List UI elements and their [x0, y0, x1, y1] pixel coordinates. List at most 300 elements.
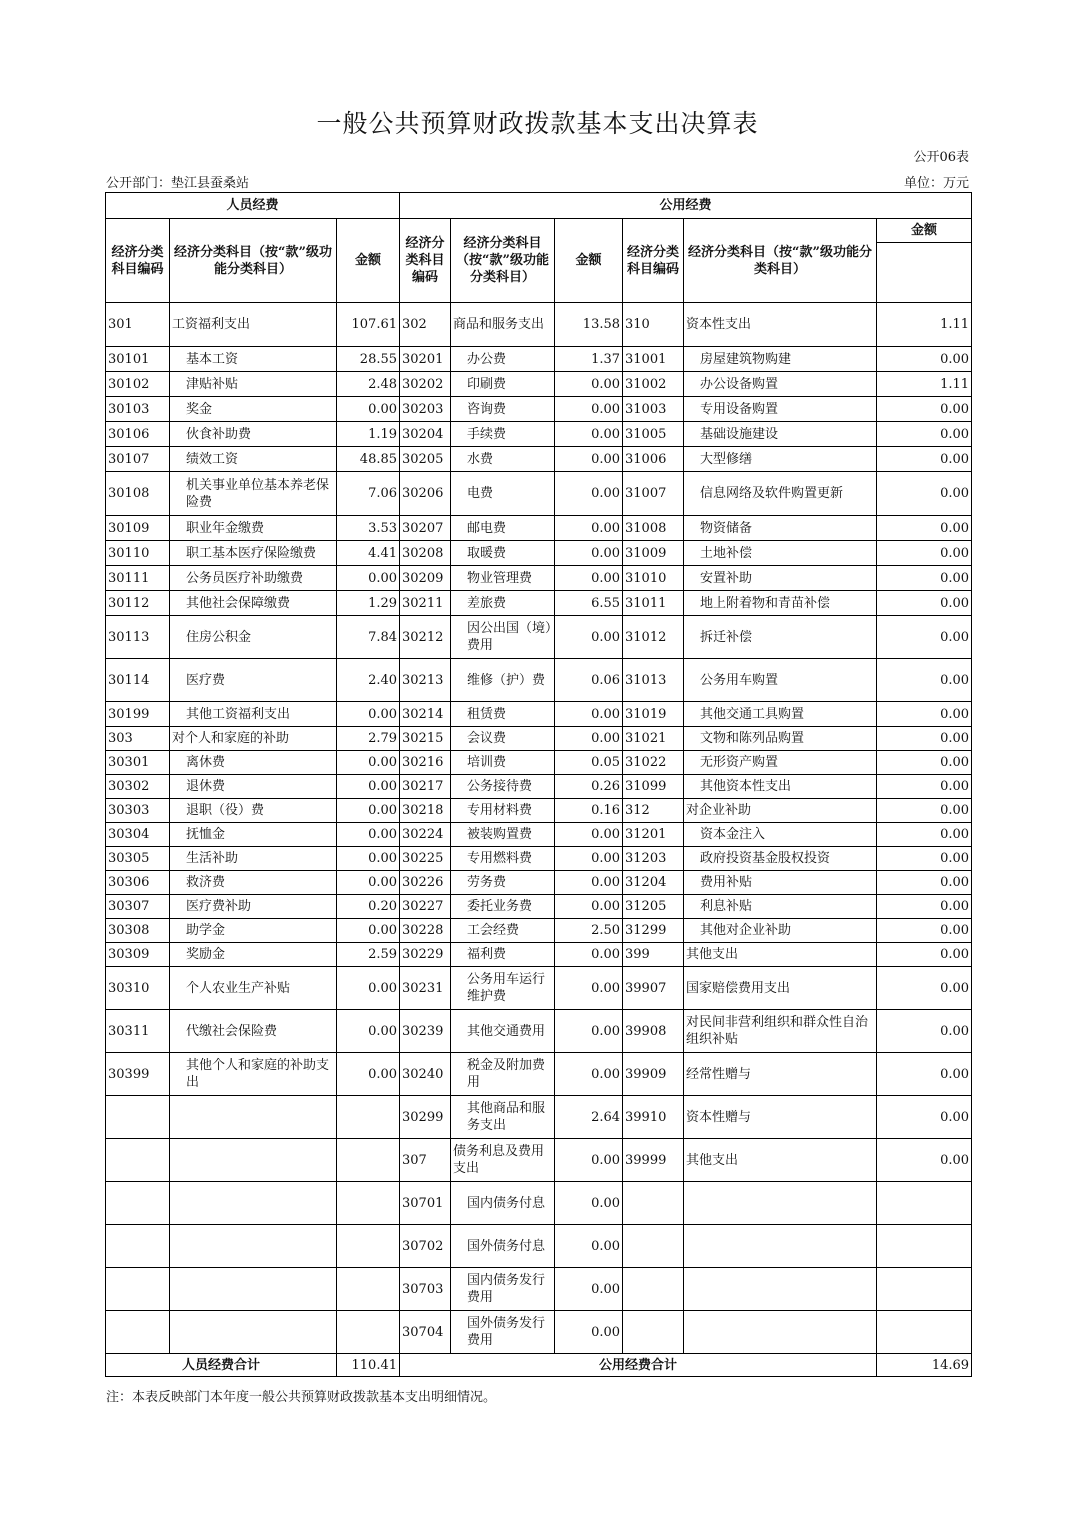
name-cell: 职业年金缴费 — [170, 516, 337, 541]
name-cell — [170, 1268, 337, 1311]
code-cell: 30399 — [106, 1053, 170, 1096]
amount-cell: 0.00 — [337, 702, 400, 727]
amount-cell: 0.00 — [877, 847, 972, 871]
amount-cell: 0.00 — [555, 566, 623, 591]
amount-cell: 0.00 — [555, 422, 623, 447]
code-cell: 30206 — [400, 472, 451, 516]
name-cell: 被装购置费 — [451, 823, 555, 847]
name-cell: 职工基本医疗保险缴费 — [170, 541, 337, 566]
amount-cell: 0.00 — [337, 566, 400, 591]
name-cell: 个人农业生产补贴 — [170, 967, 337, 1010]
code-cell: 30212 — [400, 616, 451, 659]
name-cell: 邮电费 — [451, 516, 555, 541]
code-cell: 30113 — [106, 616, 170, 659]
amount-cell: 0.00 — [555, 702, 623, 727]
name-cell: 专用材料费 — [451, 799, 555, 823]
amount-cell: 0.00 — [337, 919, 400, 943]
amount-cell — [337, 1225, 400, 1268]
name-cell: 助学金 — [170, 919, 337, 943]
code-cell: 30109 — [106, 516, 170, 541]
code-cell: 30311 — [106, 1010, 170, 1053]
amount-cell: 0.00 — [877, 1139, 972, 1182]
name-cell: 公务用车运行维护费 — [451, 967, 555, 1010]
col-name-personnel: 经济分类科目（按“款”级功能分类科目） — [170, 219, 337, 303]
code-cell: 30703 — [400, 1268, 451, 1311]
name-cell — [684, 1225, 877, 1268]
name-cell: 其他交通工具购置 — [684, 702, 877, 727]
amount-cell: 0.00 — [877, 727, 972, 751]
amount-cell: 6.55 — [555, 591, 623, 616]
code-cell: 30240 — [400, 1053, 451, 1096]
amount-cell: 0.00 — [877, 472, 972, 516]
amount-cell: 0.05 — [555, 751, 623, 775]
col-name-capital: 经济分类科目（按“款”级功能分类科目） — [684, 219, 877, 303]
name-cell: 生活补助 — [170, 847, 337, 871]
code-cell — [623, 1268, 684, 1311]
table-row — [106, 727, 972, 751]
table-row — [106, 799, 972, 823]
name-cell: 信息网络及软件购置更新 — [684, 472, 877, 516]
name-cell — [170, 1225, 337, 1268]
code-cell: 399 — [623, 943, 684, 967]
name-cell: 取暖费 — [451, 541, 555, 566]
amount-cell: 7.06 — [337, 472, 400, 516]
page-title: 一般公共预算财政拨款基本支出决算表 — [316, 109, 759, 138]
name-cell: 其他交通费用 — [451, 1010, 555, 1053]
table-row — [106, 659, 972, 702]
name-cell: 商品和服务支出 — [451, 303, 555, 347]
code-cell: 303 — [106, 727, 170, 751]
name-cell: 专用设备购置 — [684, 397, 877, 422]
code-cell: 31011 — [623, 591, 684, 616]
amount-cell: 0.00 — [877, 516, 972, 541]
code-cell: 302 — [400, 303, 451, 347]
code-cell: 31008 — [623, 516, 684, 541]
code-cell: 30111 — [106, 566, 170, 591]
code-cell: 30203 — [400, 397, 451, 422]
code-cell: 30202 — [400, 372, 451, 397]
amount-cell: 0.00 — [555, 1053, 623, 1096]
amount-cell: 0.00 — [337, 823, 400, 847]
amount-cell: 1.19 — [337, 422, 400, 447]
name-cell: 劳务费 — [451, 871, 555, 895]
amount-cell — [877, 1225, 972, 1268]
code-cell: 30208 — [400, 541, 451, 566]
name-cell: 退职（役）费 — [170, 799, 337, 823]
personnel-total-label: 人员经费合计 — [106, 1354, 337, 1377]
table-row — [106, 871, 972, 895]
amount-cell: 0.00 — [877, 397, 972, 422]
amount-cell: 0.00 — [555, 967, 623, 1010]
amount-cell: 0.00 — [555, 1010, 623, 1053]
col-code-personnel: 经济分类科目编码 — [106, 219, 170, 303]
amount-cell: 0.00 — [877, 1053, 972, 1096]
name-cell — [170, 1311, 337, 1354]
code-cell: 30205 — [400, 447, 451, 472]
name-cell — [684, 1311, 877, 1354]
name-cell: 水费 — [451, 447, 555, 472]
code-cell: 30307 — [106, 895, 170, 919]
name-cell: 费用补贴 — [684, 871, 877, 895]
code-cell: 30704 — [400, 1311, 451, 1354]
code-cell: 30701 — [400, 1182, 451, 1225]
code-cell: 31299 — [623, 919, 684, 943]
amount-cell: 7.84 — [337, 616, 400, 659]
amount-cell: 0.00 — [877, 447, 972, 472]
amount-cell: 0.16 — [555, 799, 623, 823]
code-cell: 31204 — [623, 871, 684, 895]
col-name-public: 经济分类科目（按“款”级功能分类科目） — [451, 219, 555, 303]
name-cell: 代缴社会保险费 — [170, 1010, 337, 1053]
amount-cell: 2.59 — [337, 943, 400, 967]
name-cell: 委托业务费 — [451, 895, 555, 919]
amount-cell — [337, 1182, 400, 1225]
name-cell: 公务用车购置 — [684, 659, 877, 702]
code-cell: 31007 — [623, 472, 684, 516]
amount-cell — [877, 1268, 972, 1311]
amount-cell: 0.00 — [877, 919, 972, 943]
amount-cell: 0.00 — [555, 541, 623, 566]
name-cell: 安置补助 — [684, 566, 877, 591]
amount-cell: 0.00 — [555, 1139, 623, 1182]
amount-cell: 0.00 — [337, 799, 400, 823]
name-cell: 物资储备 — [684, 516, 877, 541]
code-cell: 30309 — [106, 943, 170, 967]
code-cell: 30304 — [106, 823, 170, 847]
name-cell: 办公费 — [451, 347, 555, 372]
name-cell: 专用燃料费 — [451, 847, 555, 871]
table-row — [106, 447, 972, 472]
name-cell: 国内债务发行费用 — [451, 1268, 555, 1311]
code-cell: 30207 — [400, 516, 451, 541]
code-cell — [623, 1225, 684, 1268]
code-cell: 30306 — [106, 871, 170, 895]
code-cell — [106, 1268, 170, 1311]
amount-cell: 0.00 — [877, 823, 972, 847]
name-cell: 差旅费 — [451, 591, 555, 616]
name-cell: 维修（护）费 — [451, 659, 555, 702]
name-cell: 资本金注入 — [684, 823, 877, 847]
name-cell: 住房公积金 — [170, 616, 337, 659]
amount-cell — [877, 1182, 972, 1225]
table-row — [106, 895, 972, 919]
code-cell: 31203 — [623, 847, 684, 871]
code-cell — [106, 1096, 170, 1139]
table-row — [106, 472, 972, 516]
col-code-public: 经济分类科目编码 — [400, 219, 451, 303]
code-cell: 30218 — [400, 799, 451, 823]
code-cell: 30225 — [400, 847, 451, 871]
name-cell: 其他商品和服务支出 — [451, 1096, 555, 1139]
name-cell: 公务接待费 — [451, 775, 555, 799]
code-cell: 39907 — [623, 967, 684, 1010]
name-cell — [170, 1182, 337, 1225]
name-cell: 文物和陈列品购置 — [684, 727, 877, 751]
amount-cell: 0.00 — [555, 895, 623, 919]
amount-cell: 0.00 — [337, 871, 400, 895]
name-cell: 伙食补助费 — [170, 422, 337, 447]
code-cell: 30310 — [106, 967, 170, 1010]
code-cell: 31005 — [623, 422, 684, 447]
amount-cell: 0.00 — [337, 1010, 400, 1053]
code-cell: 30226 — [400, 871, 451, 895]
name-cell: 租赁费 — [451, 702, 555, 727]
name-cell: 办公设备购置 — [684, 372, 877, 397]
amount-cell: 0.00 — [877, 347, 972, 372]
name-cell: 绩效工资 — [170, 447, 337, 472]
code-cell: 31205 — [623, 895, 684, 919]
name-cell: 救济费 — [170, 871, 337, 895]
amount-cell — [337, 1268, 400, 1311]
name-cell: 退休费 — [170, 775, 337, 799]
amount-cell: 0.26 — [555, 775, 623, 799]
table-row — [106, 303, 972, 347]
code-cell: 30302 — [106, 775, 170, 799]
amount-cell: 1.29 — [337, 591, 400, 616]
amount-cell: 2.40 — [337, 659, 400, 702]
name-cell: 其他社会保障缴费 — [170, 591, 337, 616]
table-row — [106, 347, 972, 372]
code-cell: 301 — [106, 303, 170, 347]
code-cell: 39909 — [623, 1053, 684, 1096]
code-cell: 312 — [623, 799, 684, 823]
amount-cell: 0.00 — [555, 847, 623, 871]
amount-cell: 0.00 — [555, 943, 623, 967]
amount-cell: 0.00 — [337, 751, 400, 775]
amount-cell: 0.00 — [555, 727, 623, 751]
code-cell: 31021 — [623, 727, 684, 751]
code-cell: 30301 — [106, 751, 170, 775]
amount-cell: 13.58 — [555, 303, 623, 347]
amount-cell: 0.00 — [877, 775, 972, 799]
unit-label: 单位：万元 — [903, 176, 969, 191]
name-cell: 经常性赠与 — [684, 1053, 877, 1096]
name-cell — [170, 1139, 337, 1182]
amount-cell: 0.00 — [555, 516, 623, 541]
amount-cell: 0.00 — [337, 397, 400, 422]
amount-cell: 0.00 — [555, 447, 623, 472]
name-cell: 债务利息及费用支出 — [451, 1139, 555, 1182]
amount-cell: 0.00 — [877, 422, 972, 447]
name-cell: 资本性支出 — [684, 303, 877, 347]
amount-cell — [337, 1139, 400, 1182]
public-header: 公用经费 — [400, 193, 972, 219]
name-cell: 国内债务付息 — [451, 1182, 555, 1225]
code-cell: 310 — [623, 303, 684, 347]
name-cell: 大型修缮 — [684, 447, 877, 472]
name-cell: 抚恤金 — [170, 823, 337, 847]
amount-cell: 0.00 — [337, 775, 400, 799]
name-cell: 其他支出 — [684, 1139, 877, 1182]
name-cell: 地上附着物和青苗补偿 — [684, 591, 877, 616]
table-row — [106, 1010, 972, 1053]
name-cell: 税金及附加费用 — [451, 1053, 555, 1096]
name-cell: 国外债务付息 — [451, 1225, 555, 1268]
code-cell: 30299 — [400, 1096, 451, 1139]
table-row — [106, 616, 972, 659]
name-cell: 对民间非营利组织和群众性自治组织补贴 — [684, 1010, 877, 1053]
table-row — [106, 1139, 972, 1182]
name-cell: 其他工资福利支出 — [170, 702, 337, 727]
code-cell: 31019 — [623, 702, 684, 727]
amount-cell: 0.06 — [555, 659, 623, 702]
table-row — [106, 967, 972, 1010]
amount-cell: 0.00 — [877, 616, 972, 659]
amount-cell: 0.00 — [337, 847, 400, 871]
table-row — [106, 591, 972, 616]
public-total-label: 公用经费合计 — [400, 1354, 877, 1377]
table-row — [106, 702, 972, 727]
table-row — [106, 422, 972, 447]
table-row — [106, 847, 972, 871]
code-cell: 30107 — [106, 447, 170, 472]
amount-cell: 2.64 — [555, 1096, 623, 1139]
table-row — [106, 372, 972, 397]
code-cell — [106, 1225, 170, 1268]
amount-cell: 0.00 — [555, 1182, 623, 1225]
name-cell: 机关事业单位基本养老保险费 — [170, 472, 337, 516]
code-cell: 31099 — [623, 775, 684, 799]
code-cell: 30305 — [106, 847, 170, 871]
code-cell: 31001 — [623, 347, 684, 372]
personnel-header: 人员经费 — [106, 193, 400, 219]
code-cell — [623, 1182, 684, 1225]
code-cell: 39999 — [623, 1139, 684, 1182]
name-cell: 房屋建筑物购建 — [684, 347, 877, 372]
code-cell: 31010 — [623, 566, 684, 591]
code-cell: 31022 — [623, 751, 684, 775]
code-cell: 30215 — [400, 727, 451, 751]
code-cell: 30308 — [106, 919, 170, 943]
amount-cell: 0.20 — [337, 895, 400, 919]
name-cell: 其他个人和家庭的补助支出 — [170, 1053, 337, 1096]
col-amount-personnel: 金额 — [337, 219, 400, 303]
code-cell: 30239 — [400, 1010, 451, 1053]
name-cell: 其他资本性支出 — [684, 775, 877, 799]
code-cell: 39908 — [623, 1010, 684, 1053]
name-cell: 电费 — [451, 472, 555, 516]
code-cell: 30103 — [106, 397, 170, 422]
code-cell: 31003 — [623, 397, 684, 422]
col-code-capital: 经济分类科目编码 — [623, 219, 684, 303]
name-cell: 医疗费 — [170, 659, 337, 702]
code-cell: 30209 — [400, 566, 451, 591]
name-cell: 福利费 — [451, 943, 555, 967]
code-cell: 30102 — [106, 372, 170, 397]
name-cell: 国外债务发行费用 — [451, 1311, 555, 1354]
table-row — [106, 751, 972, 775]
amount-cell: 3.53 — [337, 516, 400, 541]
amount-cell: 2.50 — [555, 919, 623, 943]
code-cell: 30199 — [106, 702, 170, 727]
code-cell: 31006 — [623, 447, 684, 472]
name-cell: 无形资产购置 — [684, 751, 877, 775]
amount-cell: 0.00 — [555, 871, 623, 895]
department-label: 公开部门：垫江县蚕桑站 — [106, 176, 250, 191]
amount-cell: 0.00 — [877, 566, 972, 591]
table-row — [106, 1225, 972, 1268]
code-cell: 30217 — [400, 775, 451, 799]
code-cell: 30101 — [106, 347, 170, 372]
amount-cell: 0.00 — [555, 823, 623, 847]
name-cell: 公务员医疗补助缴费 — [170, 566, 337, 591]
amount-cell: 2.48 — [337, 372, 400, 397]
amount-cell: 0.00 — [555, 1268, 623, 1311]
amount-cell: 0.00 — [337, 1053, 400, 1096]
name-cell: 政府投资基金股权投资 — [684, 847, 877, 871]
table-row — [106, 943, 972, 967]
amount-cell: 0.00 — [555, 372, 623, 397]
amount-cell: 48.85 — [337, 447, 400, 472]
code-cell — [106, 1311, 170, 1354]
code-cell: 39910 — [623, 1096, 684, 1139]
code-cell: 307 — [400, 1139, 451, 1182]
code-cell: 30201 — [400, 347, 451, 372]
code-cell: 30229 — [400, 943, 451, 967]
amount-cell: 0.00 — [877, 895, 972, 919]
name-cell: 其他对企业补助 — [684, 919, 877, 943]
code-cell — [106, 1139, 170, 1182]
name-cell: 工会经费 — [451, 919, 555, 943]
table-number: 公开06表 — [913, 150, 969, 165]
name-cell: 奖金 — [170, 397, 337, 422]
table-row — [106, 1182, 972, 1225]
code-cell: 30108 — [106, 472, 170, 516]
code-cell — [106, 1182, 170, 1225]
amount-cell: 0.00 — [877, 943, 972, 967]
amount-cell: 0.00 — [555, 1311, 623, 1354]
amount-cell: 0.00 — [555, 1225, 623, 1268]
amount-cell: 0.00 — [337, 967, 400, 1010]
name-cell: 奖励金 — [170, 943, 337, 967]
code-cell: 30216 — [400, 751, 451, 775]
table-row — [106, 566, 972, 591]
table-row — [106, 516, 972, 541]
amount-cell: 0.00 — [555, 616, 623, 659]
name-cell: 拆迁补偿 — [684, 616, 877, 659]
amount-cell: 2.79 — [337, 727, 400, 751]
table-row — [106, 1311, 972, 1354]
name-cell: 会议费 — [451, 727, 555, 751]
footnote: 注：本表反映部门本年度一般公共预算财政拨款基本支出明细情况。 — [106, 1390, 497, 1405]
table-row — [106, 1268, 972, 1311]
amount-cell: 1.11 — [877, 303, 972, 347]
code-cell — [623, 1311, 684, 1354]
name-cell — [170, 1096, 337, 1139]
table-row — [106, 397, 972, 422]
amount-cell: 0.00 — [877, 751, 972, 775]
name-cell: 对企业补助 — [684, 799, 877, 823]
amount-cell: 0.00 — [877, 659, 972, 702]
amount-cell — [877, 1311, 972, 1354]
col-amount-public: 金额 — [555, 219, 623, 303]
code-cell: 30702 — [400, 1225, 451, 1268]
code-cell: 30204 — [400, 422, 451, 447]
code-cell: 31013 — [623, 659, 684, 702]
name-cell — [684, 1182, 877, 1225]
amount-cell: 0.00 — [877, 1010, 972, 1053]
amount-cell: 0.00 — [877, 702, 972, 727]
name-cell: 津贴补贴 — [170, 372, 337, 397]
code-cell: 30303 — [106, 799, 170, 823]
header-empty-cell — [877, 243, 972, 303]
code-cell: 31009 — [623, 541, 684, 566]
amount-cell: 1.11 — [877, 372, 972, 397]
code-cell: 30211 — [400, 591, 451, 616]
amount-cell: 107.61 — [337, 303, 400, 347]
personnel-total-value: 110.41 — [337, 1354, 400, 1377]
table-row — [106, 1053, 972, 1096]
